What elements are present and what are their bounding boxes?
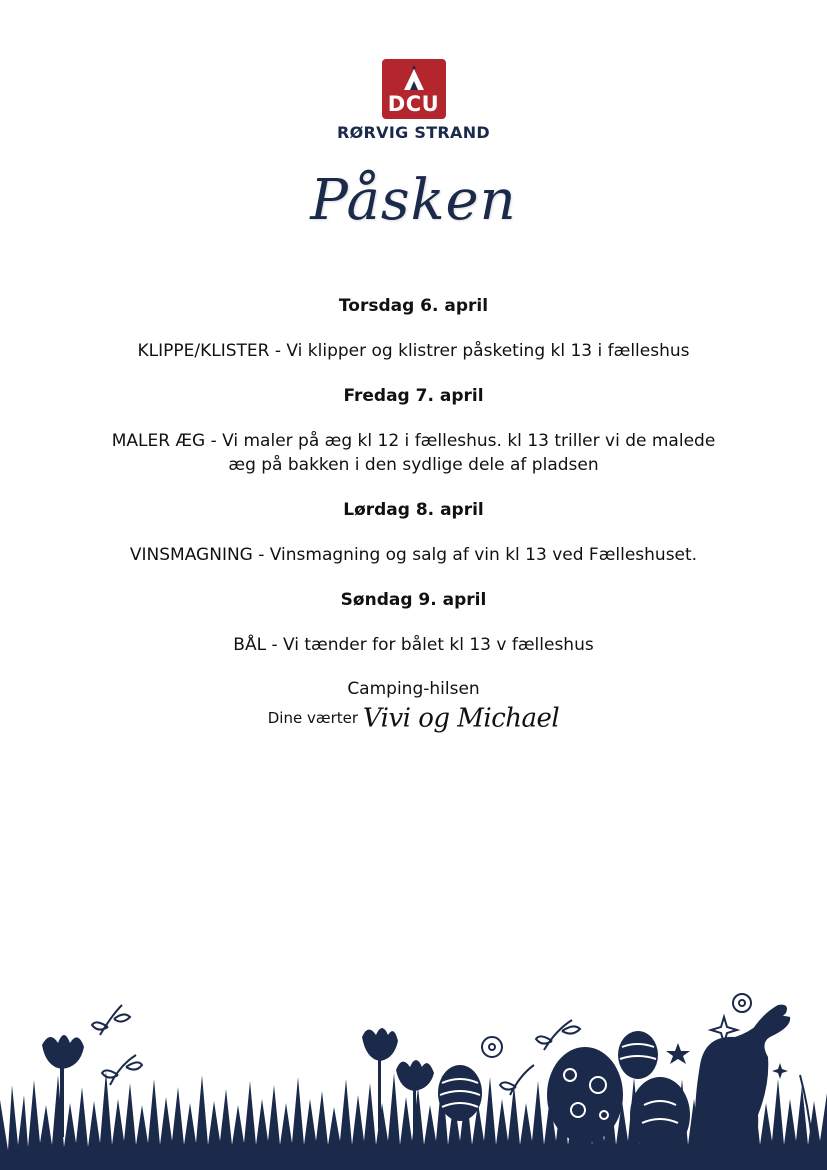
logo-subtitle: RØRVIG STRAND xyxy=(337,123,490,142)
event-line: MALER ÆG - Vi maler på æg kl 12 i fælleshus. kl 13 triller vi de malede xyxy=(111,431,716,451)
egg-large xyxy=(547,1047,623,1143)
tulip-mid xyxy=(362,1028,398,1061)
event-line: æg på bakken i den sydlige dele af pladsen xyxy=(228,455,599,475)
event-day: Søndag 9. april xyxy=(340,590,487,610)
flower-icon xyxy=(733,994,751,1012)
sparkle-icon xyxy=(772,1063,788,1079)
event-description xyxy=(60,339,767,363)
hosts-line xyxy=(60,703,767,734)
tulip-mid-2 xyxy=(396,1060,434,1091)
tulip-left xyxy=(42,1035,84,1069)
greeting: Camping-hilsen xyxy=(347,679,480,699)
leaf-branch xyxy=(536,1020,580,1050)
hosts-prefix: Dine værter xyxy=(267,709,359,727)
event-description xyxy=(60,543,767,567)
event-day: Torsdag 6. april xyxy=(338,296,489,316)
leaf-branch xyxy=(92,1005,130,1035)
logo xyxy=(0,59,827,119)
event-description xyxy=(60,429,767,477)
flower-icon xyxy=(482,1037,502,1057)
hosts-signature: Vivi og Michael xyxy=(362,703,560,734)
easter-meadow-illustration xyxy=(0,975,827,1170)
event-list xyxy=(60,293,767,734)
event-day: Lørdag 8. april xyxy=(343,500,484,520)
star-icon xyxy=(666,1043,690,1064)
egg-small xyxy=(630,1077,690,1153)
event-line: BÅL - Vi tænder for bålet kl 13 v fælleshus xyxy=(233,635,594,655)
leaf-branch xyxy=(102,1055,142,1085)
logo-badge-text: DCU xyxy=(387,92,440,116)
page-title: Påsken xyxy=(310,168,517,233)
event-day: Fredag 7. april xyxy=(343,386,484,406)
event-line: VINSMAGNING - Vinsmagning og salg af vin kl 13 ved Fælleshuset. xyxy=(129,545,698,565)
event-description xyxy=(60,633,767,657)
leaf-branch xyxy=(500,1065,534,1095)
dcu-badge xyxy=(382,59,446,119)
event-line: KLIPPE/KLISTER - Vi klipper og klistrer påsketing kl 13 i fælleshus xyxy=(137,341,690,361)
